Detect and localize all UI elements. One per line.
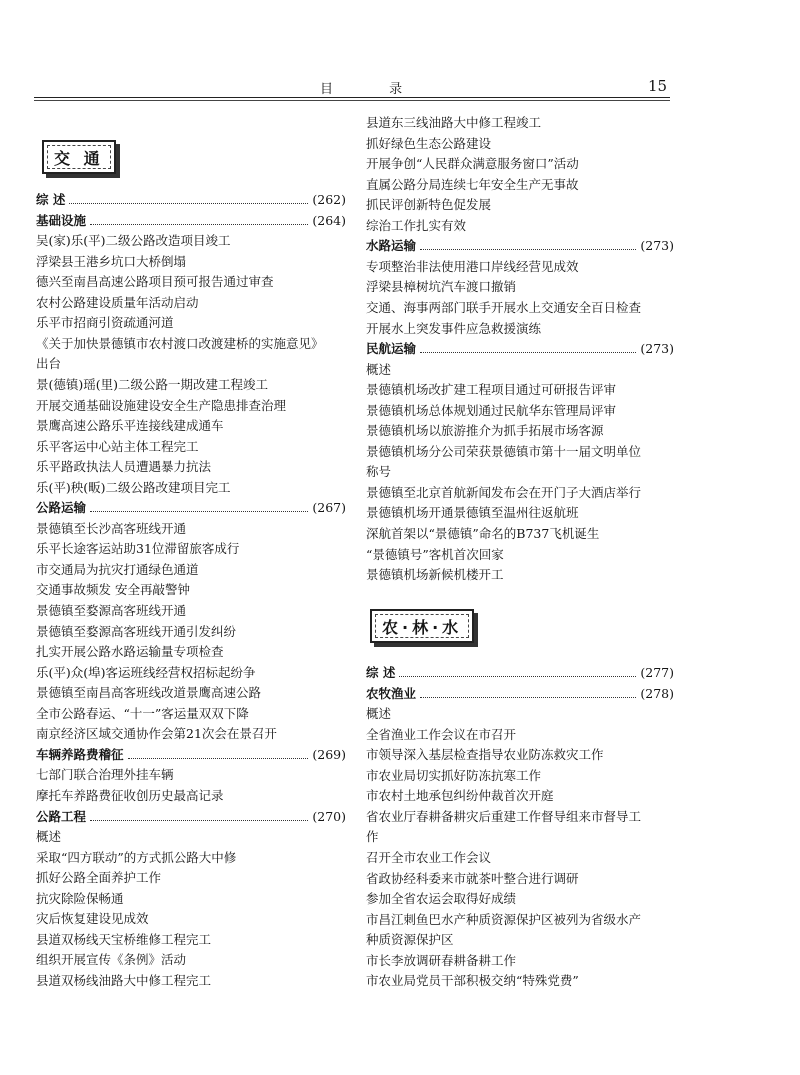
toc-category [366, 236, 674, 256]
toc-entry: 景德镇机场以旅游推介为抓手拓展市场客源 [366, 423, 604, 439]
toc-leader-dots [128, 745, 309, 759]
toc-entry: 召开全市农业工作会议 [366, 849, 492, 865]
toc-entry: 出台 [36, 356, 62, 372]
toc-entry: 乐平路政执法人员遭遇暴力抗法 [36, 459, 212, 475]
toc-entry: 吴(家)乐(平)二级公路改造项目竣工 [36, 233, 231, 249]
toc-entry: 县道双杨线天宝桥维修工程完工 [36, 931, 212, 947]
toc-entry: 景德镇机场开通景德镇至温州往返航班 [366, 505, 579, 521]
toc-entry: 景德镇至长沙高客班线开通 [36, 520, 187, 536]
section-banner-agriculture: 农·林·水 [370, 609, 474, 643]
toc-entry: 灾后恢复建设见成效 [36, 911, 149, 927]
toc-category-title: 民航运输 [366, 341, 417, 357]
toc-entry: 概述 [366, 361, 392, 377]
toc-entry: 景德镇机场总体规划通过民航华东管理局评审 [366, 402, 617, 418]
toc-category [36, 807, 346, 827]
toc-entry: 景鹰高速公路乐平连接线建成通车 [36, 418, 224, 434]
toc-category [36, 498, 346, 518]
toc-entry: 乐平市招商引资疏通河道 [36, 315, 174, 331]
toc-entry: 抓民评创新特色促发展 [366, 197, 492, 213]
toc-entry: 乐(平)秧(畈)二级公路改建项目完工 [36, 479, 231, 495]
toc-entry: 市农村土地承包纠纷仲裁首次开庭 [366, 788, 554, 804]
toc-entry: 县道双杨线油路大中修工程完工 [36, 972, 212, 988]
toc-entry: 采取“四方联动”的方式抓公路大中修 [36, 849, 237, 865]
toc-leader-dots [90, 498, 308, 512]
toc-entry: 种质资源保护区 [366, 932, 454, 948]
toc-leader-dots [399, 663, 636, 677]
page-number: 15 [648, 77, 668, 95]
toc-page-ref: (270) [312, 808, 346, 824]
toc-entry: 市农业局切实抓好防冻抗寒工作 [366, 767, 542, 783]
toc-entry: 浮梁县樟树坑汽车渡口撤销 [366, 279, 517, 295]
toc-category [366, 684, 674, 704]
toc-entry: 抓好绿色生态公路建设 [366, 135, 492, 151]
toc-entry: 乐(平)众(埠)客运班线经营权招标起纷争 [36, 664, 256, 680]
toc-entry: 交通、海事两部门联手开展水上交通安全百日检查 [366, 299, 642, 315]
toc-entry: 抗灾除险保畅通 [36, 890, 124, 906]
toc-entry: 专项整治非法使用港口岸线经营见成效 [366, 258, 579, 274]
toc-entry: 深航首架以“景德镇”命名的B737飞机诞生 [366, 526, 600, 541]
toc-entry: 作 [366, 829, 379, 845]
toc-leader-dots [420, 684, 636, 698]
toc-category [366, 339, 674, 359]
toc-entry: 组织开展宣传《条例》活动 [36, 952, 187, 968]
toc-entry: 扎实开展公路水路运输量专项检查 [36, 644, 224, 660]
toc-entry: 南京经济区域交通协作会第21次会在景召开 [36, 726, 277, 742]
toc-leader-dots [420, 236, 636, 250]
header-rule-thin [34, 100, 670, 101]
toc-entry: 县道东三线油路大中修工程竣工 [366, 115, 542, 130]
toc-category-title: 农牧渔业 [366, 685, 417, 701]
toc-category-title: 基础设施 [36, 212, 87, 228]
toc-entry: 景德镇至南昌高客班线改道景鹰高速公路 [36, 685, 262, 701]
toc-entry: 开展水上突发事件应急救援演练 [366, 320, 542, 336]
toc-entry: 概述 [366, 706, 392, 722]
toc-entry: 省农业厅春耕备耕灾后重建工作督导组来市督导工 [366, 808, 642, 824]
toc-leader-dots [420, 339, 636, 353]
toc-category-title: 公路工程 [36, 808, 87, 824]
toc-entry: 乐平长途客运站助31位滞留旅客成行 [36, 541, 240, 557]
toc-entry: 市昌江刺鱼巴水产种质资源保护区被列为省级水产 [366, 911, 642, 927]
toc-entry: 抓好公路全面养护工作 [36, 870, 162, 886]
toc-entry: 景德镇至北京首航新闻发布会在开门子大酒店举行 [366, 484, 642, 500]
toc-entry: 交通事故频发 安全再敲警钟 [36, 582, 190, 598]
toc-entry: 市领导深入基层检查指导农业防冻救灾工作 [366, 747, 604, 763]
toc-page-ref: (264) [312, 212, 346, 228]
toc-entry: 七部门联合治理外挂车辆 [36, 767, 174, 783]
toc-page-ref: (273) [640, 341, 674, 357]
toc-entry: 市交通局为抗灾打通绿色通道 [36, 561, 199, 577]
toc-entry: 开展交通基础设施建设安全生产隐患排查治理 [36, 397, 287, 413]
toc-entry: 景德镇至婺源高客班线开通 [36, 603, 187, 618]
toc-leader-dots [90, 807, 308, 821]
toc-entry: 景德镇至婺源高客班线开通引发纠纷 [36, 623, 237, 639]
toc-category [36, 211, 346, 231]
toc-entry: 开展争创“人民群众满意服务窗口”活动 [366, 156, 579, 172]
toc-page-ref: (277) [640, 665, 674, 680]
toc-entry: 市长李放调研春耕备耕工作 [366, 952, 517, 968]
toc-leader-dots [69, 190, 308, 204]
toc-entry: 《关于加快景德镇市农村渡口改渡建桥的实施意见》 [36, 335, 324, 351]
toc-category-title: 综 述 [366, 665, 396, 680]
toc-entry: 省政协经科委来市就茶叶整合进行调研 [366, 870, 579, 886]
toc-category-title: 综 述 [36, 192, 66, 207]
header-title: 目 录 [320, 82, 429, 97]
toc-page-ref: (262) [312, 192, 346, 207]
toc-category-title: 水路运输 [366, 238, 417, 254]
toc-page-ref: (273) [640, 238, 674, 254]
toc-entry: 参加全省农运会取得好成绩 [366, 891, 517, 907]
toc-category-title: 公路运输 [36, 500, 87, 516]
toc-entry: 直属公路分局连续七年安全生产无事故 [366, 176, 579, 192]
toc-entry: 景德镇机场改扩建工程项目通过可研报告评审 [366, 382, 617, 398]
toc-entry: 全市公路春运、“十一”客运量双双下降 [36, 705, 249, 721]
toc-entry: 乐平客运中心站主体工程完工 [36, 438, 199, 454]
toc-entry: 农村公路建设质量年活动启动 [36, 294, 199, 310]
toc-entry: 景(德镇)瑶(里)二级公路一期改建工程竣工 [36, 376, 269, 392]
toc-category [36, 190, 346, 210]
toc-leader-dots [90, 211, 308, 225]
toc-category [366, 663, 674, 683]
section-banner-transport: 交 通 [42, 140, 116, 174]
header-rule [34, 97, 670, 98]
toc-entry: 综治工作扎实有效 [366, 217, 467, 233]
toc-category [36, 745, 346, 765]
toc-entry: 全省渔业工作会议在市召开 [366, 726, 517, 742]
toc-entry: 浮梁县王港乡坑口大桥倒塌 [36, 253, 187, 269]
toc-entry: 景德镇机场分公司荣获景德镇市第十一届文明单位 [366, 443, 642, 459]
toc-entry: 德兴至南昌高速公路项目预可报告通过审查 [36, 274, 274, 290]
toc-page-ref: (278) [640, 685, 674, 701]
toc-entry: 市农业局党员干部积极交纳“特殊党费” [366, 973, 579, 989]
toc-entry: 概述 [36, 829, 62, 845]
toc-entry: 称号 [366, 464, 392, 480]
toc-category-title: 车辆养路费稽征 [36, 746, 124, 762]
toc-entry: 景德镇机场新候机楼开工 [366, 567, 504, 583]
toc-entry: 摩托车养路费征收创历史最高记录 [36, 787, 224, 803]
toc-page-ref: (267) [312, 500, 346, 516]
toc-entry: “景德镇号”客机首次回家 [366, 546, 504, 562]
toc-page-ref: (269) [312, 746, 346, 762]
